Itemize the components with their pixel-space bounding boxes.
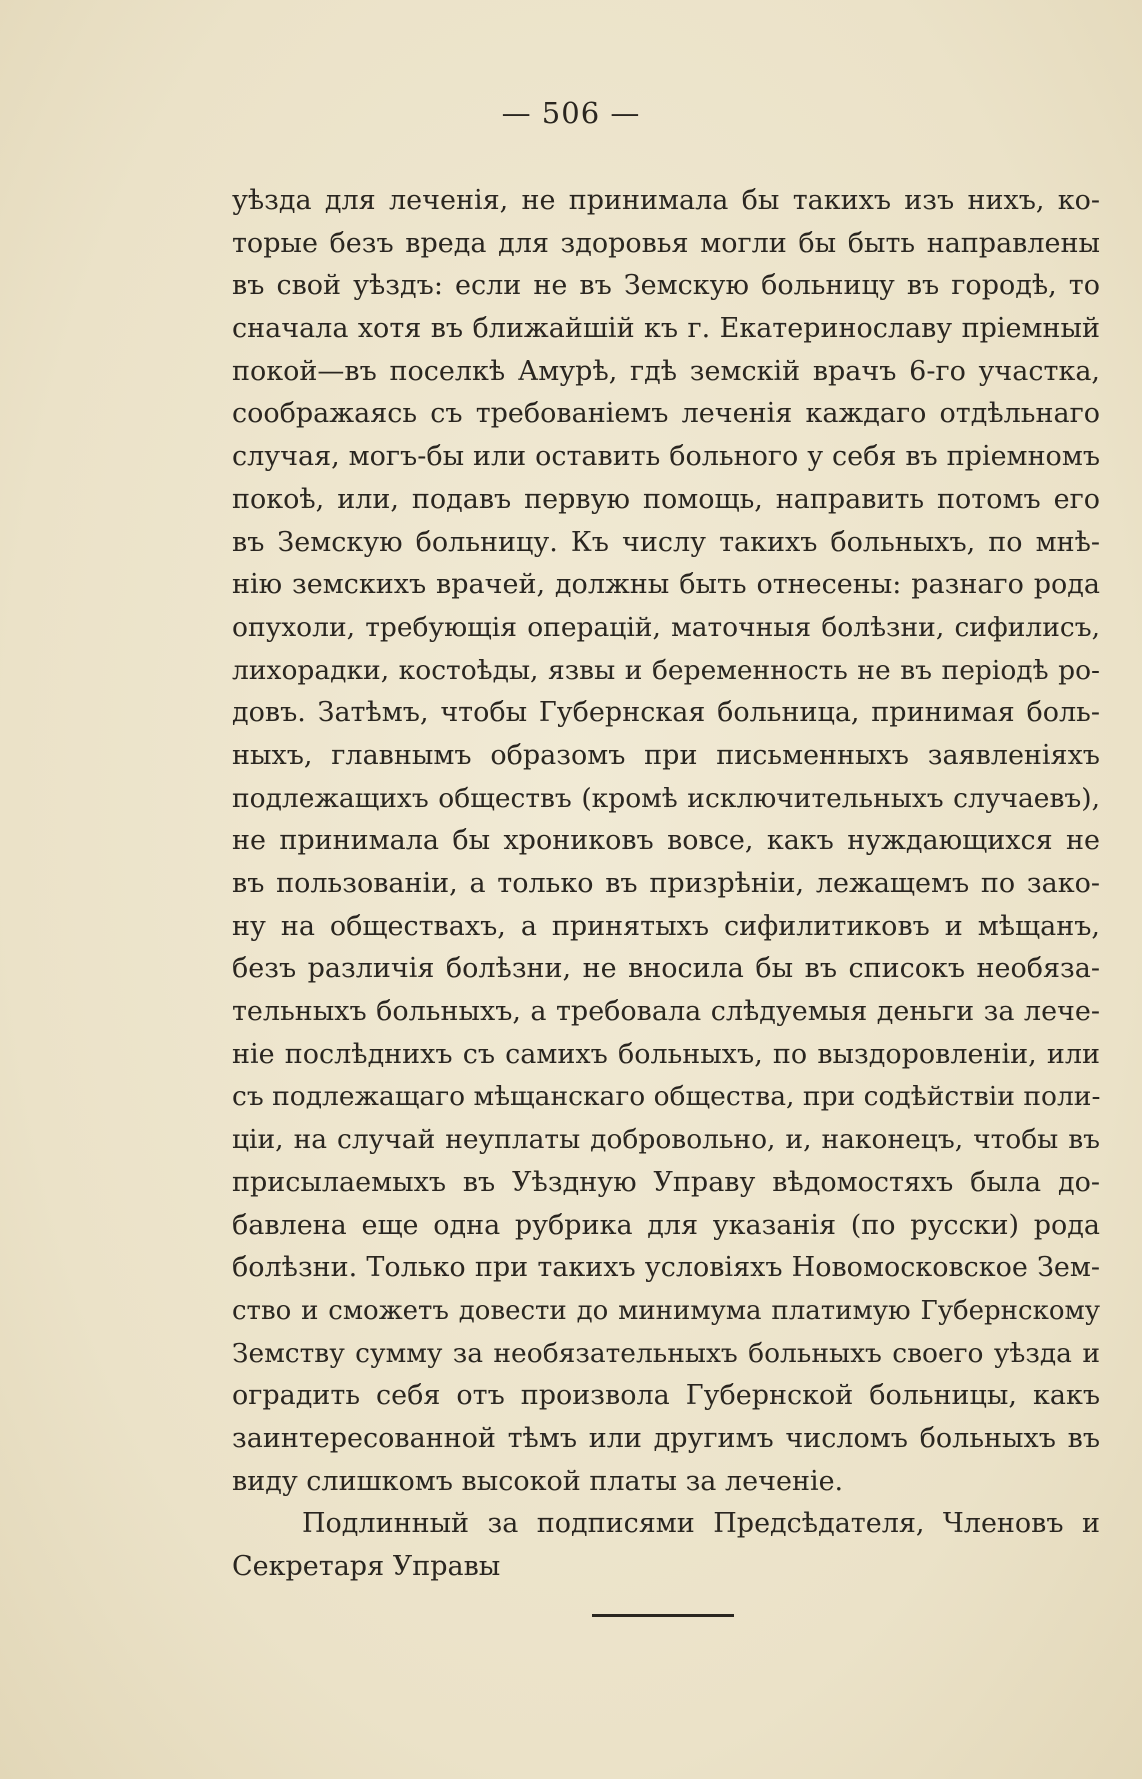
text-line: опухоли, требующія операцій, маточныя болѣзни, сифилисъ, bbox=[232, 611, 1100, 643]
text-line: виду слишкомъ высокой платы за леченіе. bbox=[232, 1465, 844, 1497]
body-text bbox=[232, 180, 1100, 1589]
text-line: ну на обществахъ, а принятыхъ сифилитиковъ и мѣщанъ, bbox=[232, 910, 1100, 942]
text-line: бавлена еще одна рубрика для указанія (по русски) рода bbox=[232, 1209, 1100, 1241]
page-number: — 506 — bbox=[501, 96, 641, 130]
text-line: уѣзда для леченія, не принимала бы такихъ изъ нихъ, ко- bbox=[232, 185, 1100, 216]
text-line: болѣзни. Только при такихъ условіяхъ Новомосковское Зем- bbox=[232, 1252, 1100, 1284]
text-line: присылаемыхъ въ Уѣздную Управу вѣдомостяхъ была до- bbox=[232, 1166, 1100, 1198]
text-line: въ Земскую больницу. Къ числу такихъ больныхъ, по мнѣ- bbox=[232, 526, 1100, 558]
text-line: ціи, на случай неуплаты добровольно, и, наконецъ, чтобы въ bbox=[232, 1124, 1100, 1156]
text-line: ніе послѣднихъ съ самихъ больныхъ, по выздоровленіи, или bbox=[232, 1038, 1100, 1070]
text-line: покой—въ поселкѣ Амурѣ, гдѣ земскій врачъ 6-го участка, bbox=[232, 355, 1100, 387]
text-line: ныхъ, главнымъ образомъ при письменныхъ заявленіяхъ bbox=[232, 739, 1100, 771]
text-line: не принимала бы хрониковъ вовсе, какъ нуждающихся не bbox=[232, 825, 1100, 857]
text-line: оградить себя отъ произвола Губернской больницы, какъ bbox=[232, 1380, 1100, 1412]
text-line: довъ. Затѣмъ, чтобы Губернская больница, принимая боль- bbox=[232, 697, 1100, 729]
text-line: нію земскихъ врачей, должны быть отнесены: разнаго рода bbox=[232, 569, 1100, 601]
end-divider bbox=[592, 1614, 734, 1617]
text-line: покоѣ, или, подавъ первую помощь, направить потомъ его bbox=[232, 483, 1100, 515]
text-line: сначала хотя въ ближайшій къ г. Екатеринославу пріемный bbox=[232, 313, 1100, 345]
text-line: заинтересованной тѣмъ или другимъ числомъ больныхъ въ bbox=[232, 1422, 1100, 1454]
text-line: подлежащихъ обществъ (кромѣ исключительныхъ случаевъ), bbox=[232, 782, 1100, 814]
text-line: тельныхъ больныхъ, а требовала слѣдуемыя деньги за лече- bbox=[232, 996, 1100, 1028]
text-line: съ подлежащаго мѣщанскаго общества, при содѣйствіи поли- bbox=[232, 1081, 1100, 1113]
signature-note-end: Секретаря Управы bbox=[232, 1551, 501, 1582]
text-line: торые безъ вреда для здоровья могли бы быть направлены bbox=[232, 227, 1100, 259]
text-line: соображаясь съ требованіемъ леченія каждаго отдѣльнаго bbox=[232, 398, 1100, 430]
text-line: случая, могъ-бы или оставить больного у себя въ пріемномъ bbox=[232, 441, 1100, 473]
text-line: Земству сумму за необязательныхъ больныхъ своего уѣзда и bbox=[232, 1337, 1100, 1369]
text-line: въ свой уѣздъ: если не въ Земскую больницу въ городѣ, то bbox=[232, 270, 1100, 302]
text-line: ство и сможетъ довести до минимума платимую Губернскому bbox=[232, 1295, 1100, 1326]
text-line: лихорадки, костоѣды, язвы и беременность не въ періодѣ ро- bbox=[232, 654, 1100, 686]
signature-note: Подлинный за подписями Предсѣдателя, Членовъ и bbox=[302, 1508, 1100, 1540]
text-line: въ пользованіи, а только въ призрѣніи, лежащемъ по зако- bbox=[232, 868, 1100, 899]
text-line: безъ различія болѣзни, не вносила бы въ списокъ необяза- bbox=[232, 953, 1100, 985]
